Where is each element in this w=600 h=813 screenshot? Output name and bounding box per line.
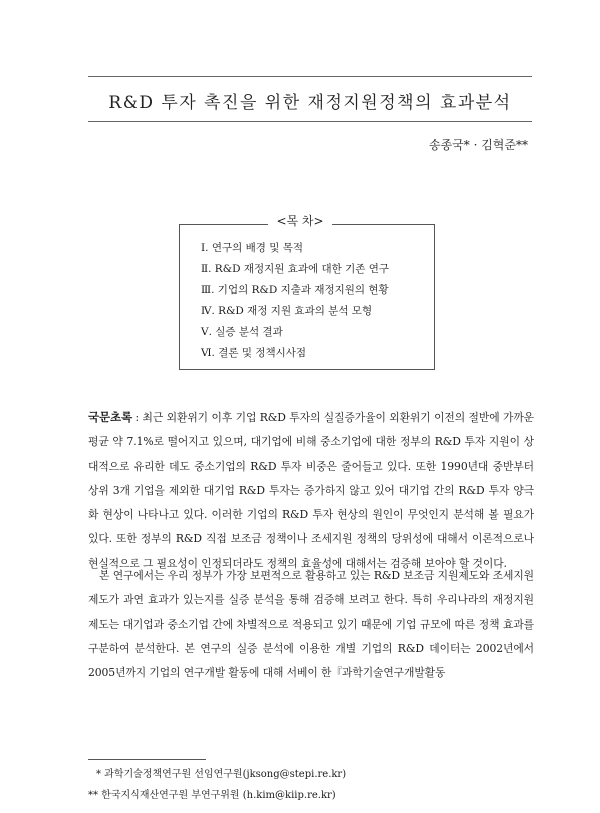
toc-item: Ⅰ. 연구의 배경 및 목적: [201, 242, 303, 254]
abstract-paragraph-1: [88, 405, 534, 576]
toc-heading: [0, 212, 600, 229]
authors: 송종국* · 김혁준**: [429, 138, 528, 152]
toc-list: [201, 238, 389, 364]
title-rule-top: [88, 76, 532, 77]
title-rule-bottom: [88, 121, 532, 122]
footnote-2: ** 한국지식재산연구원 부연구위원 (h.kim@kiip.re.kr): [88, 790, 336, 801]
footnotes: [88, 764, 346, 806]
toc-item: Ⅵ. 결론 및 정책시사점: [201, 347, 307, 359]
toc-heading-text: <목 차>: [268, 214, 331, 228]
abstract-text: 최근 외환위기 이후 기업 R&D 투자의 실질증가율이 외환위기 이전의 절반에 가까운 평균 약 7.1%로 떨어지고 있으며, 대기업에 비해 중소기업에 대한 정부의 R&D 투자 지원이 상대적으로 유리한 데도 중소기업의 R&D 투자 비중은 줄어들고 있다. 또한 1990년대 중반부터 상위 3개 기업을 제외한 대기업 R&D 투자는 증가하지 않고 있어 대기업 간의 R&D 투자 양극화 현상이 나타나고 있다. 이러한 기업의 R&D 투자 현상의 원인이 무엇인지 분석해 볼 필요가 있다. 또한 정부의 R&D 직접 보조금 정책이나 조세지원 정책의 당위성에 대해서 이론적으로나 현실적으로 그 필요성이 인정되더라도 정책의 효율성에 대해서는 검증해 보아야 할 것이다.: [88, 411, 534, 570]
paper-title: R&D 투자 촉진을 위한 재정지원정책의 효과분석: [108, 93, 512, 113]
abstract-label: 국문초록: [88, 410, 133, 424]
abstract-separator: :: [132, 411, 143, 424]
footnote-rule: [88, 759, 206, 760]
toc-item: Ⅳ. R&D 재정 지원 효과의 분석 모형: [201, 305, 373, 317]
toc-item: Ⅱ. R&D 재정지원 효과에 대한 기존 연구: [201, 263, 390, 275]
abstract-paragraph-2: 본 연구에서는 우리 정부가 가장 보편적으로 활용하고 있는 R&D 보조금 지원제도와 조세지원제도가 과연 효과가 있는지를 실증 분석을 통해 검증해 보려고 한다. 특히 우리나라의 재정지원제도는 대기업과 중소기업 간에 차별적으로 적용되고 있기 때문에 기업 규모에 따른 정책 효과를 구분하여 분석한다. 본 연구의 실증 분석에 이용한 개별 기업의 R&D 데이터는 2002년에서 2005년까지 기업의 연구개발 활동에 대해 서베이 한『과학기술연구개발활동: [88, 569, 534, 680]
footnote-1: * 과학기술정책연구원 선임연구원(jksong@stepi.re.kr): [96, 769, 347, 780]
toc-item: Ⅲ. 기업의 R&D 지출과 재정지원의 현황: [201, 284, 389, 296]
toc-item: Ⅴ. 실증 분석 결과: [201, 326, 283, 338]
